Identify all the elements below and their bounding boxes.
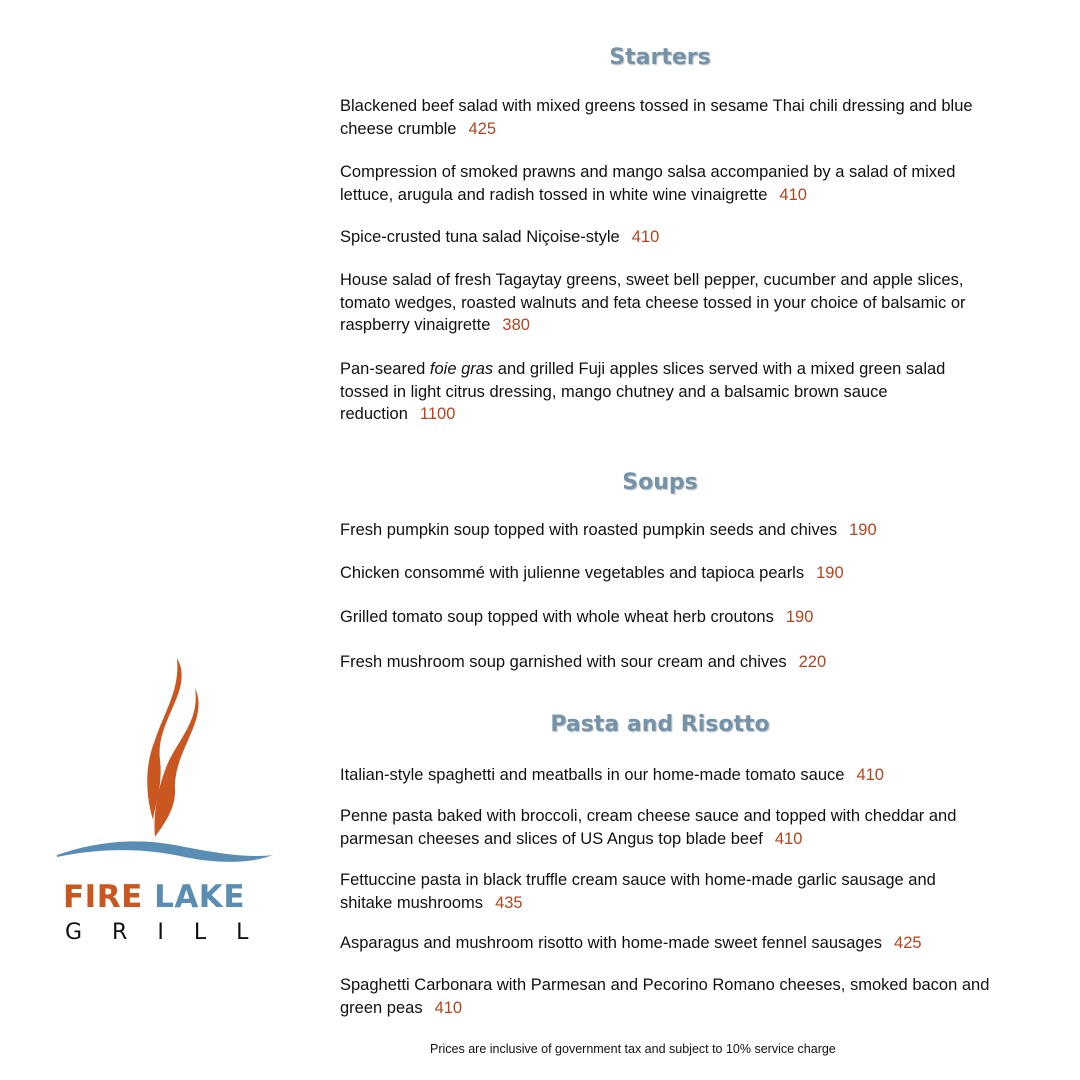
menu-item-price: 425 <box>468 119 497 138</box>
menu-item-price: 410 <box>434 998 463 1017</box>
menu-item-description: Penne pasta baked with broccoli, cream cheese sauce and topped with cheddar and parmesan cheeses and slices of US Angus top blade beef <box>340 807 957 848</box>
menu-item-description: Compression of smoked prawns and mango salsa accompanied by a salad of mixed lettuce, arugula and radish tossed in white wine vinaigrette <box>340 163 956 204</box>
menu-item-description: Italian-style spaghetti and meatballs in our home-made tomato sauce <box>340 766 845 784</box>
menu-item <box>340 269 990 337</box>
menu-item-description: Fresh pumpkin soup topped with roasted pumpkin seeds and chives <box>340 521 838 539</box>
menu-item-price: 190 <box>849 521 877 539</box>
menu-item-description: Fettuccine pasta in black truffle cream sauce with home-made garlic sausage and shitake mushrooms <box>340 871 936 912</box>
menu-item <box>340 974 990 1019</box>
menu-item-price: 425 <box>894 934 922 952</box>
menu-item-description: Spice-crusted tuna salad Niçoise-style <box>340 228 620 246</box>
logo-word-lake: LAKE <box>154 879 246 915</box>
menu-item-description: Spaghetti Carbonara with Parmesan and Pecorino Romano cheeses, smoked bacon and green peas <box>340 976 990 1017</box>
menu-item-price: 190 <box>785 608 814 626</box>
menu-item <box>340 651 990 674</box>
menu-item-description: Asparagus and mushroom risotto with home-made sweet fennel sausages <box>340 934 883 952</box>
logo-word-fire: FIRE <box>63 879 143 915</box>
menu-item <box>340 95 990 140</box>
menu-item-price: 190 <box>816 564 844 582</box>
menu-item <box>340 519 990 542</box>
menu-item-price: 410 <box>631 228 660 246</box>
menu-item-price: 435 <box>495 893 523 912</box>
menu-item-price: 410 <box>774 829 803 848</box>
footer-note: Prices are inclusive of government tax and subject to 10% service charge <box>430 1042 836 1056</box>
menu-item-description: Fresh mushroom soup garnished with sour cream and chives <box>340 653 787 671</box>
menu-item <box>340 932 990 955</box>
menu-item <box>340 562 990 585</box>
menu-item-description: Blackened beef salad with mixed greens tossed in sesame Thai chili dressing and blue cheese crumble <box>340 97 973 138</box>
menu-item-description-prefix: Pan-seared <box>340 360 430 378</box>
menu-item <box>340 869 990 914</box>
section-heading-pasta-risotto: Pasta and Risotto <box>550 712 770 737</box>
menu-item-description-italic: foie gras <box>429 360 494 378</box>
menu-item <box>340 161 990 206</box>
section-heading-soups: Soups <box>622 470 698 495</box>
menu-item-price: 220 <box>798 653 827 671</box>
menu-item <box>340 606 990 629</box>
fire-lake-grill-logo <box>55 650 285 950</box>
menu-item <box>340 805 990 850</box>
menu-item-description: Chicken consommé with julienne vegetables and tapioca pearls <box>340 564 805 582</box>
flame-icon <box>55 650 285 880</box>
logo-subtitle-grill: GRILL <box>65 920 279 945</box>
menu-item <box>340 764 990 787</box>
menu-item <box>340 226 990 249</box>
menu-item-price: 410 <box>779 185 807 204</box>
menu-item <box>340 358 990 426</box>
menu-item-price: 380 <box>502 316 530 334</box>
section-heading-starters: Starters <box>609 45 711 70</box>
menu-item-description: and grilled Fuji apples slices served with a mixed green salad tossed in light citrus dressing, mango chutney and a balsamic brown sauce reduction <box>340 360 946 423</box>
logo-wordmark <box>63 880 245 914</box>
menu-item-description: Grilled tomato soup topped with whole wheat herb croutons <box>340 608 774 626</box>
menu-item-price: 410 <box>856 766 884 784</box>
menu-item-price: 1100 <box>419 405 456 423</box>
menu-item-description: House salad of fresh Tagaytay greens, sweet bell pepper, cucumber and apple slices, tomato wedges, roasted walnuts and feta cheese tossed in your choice of balsamic or raspberry vinaigrette <box>340 271 966 334</box>
